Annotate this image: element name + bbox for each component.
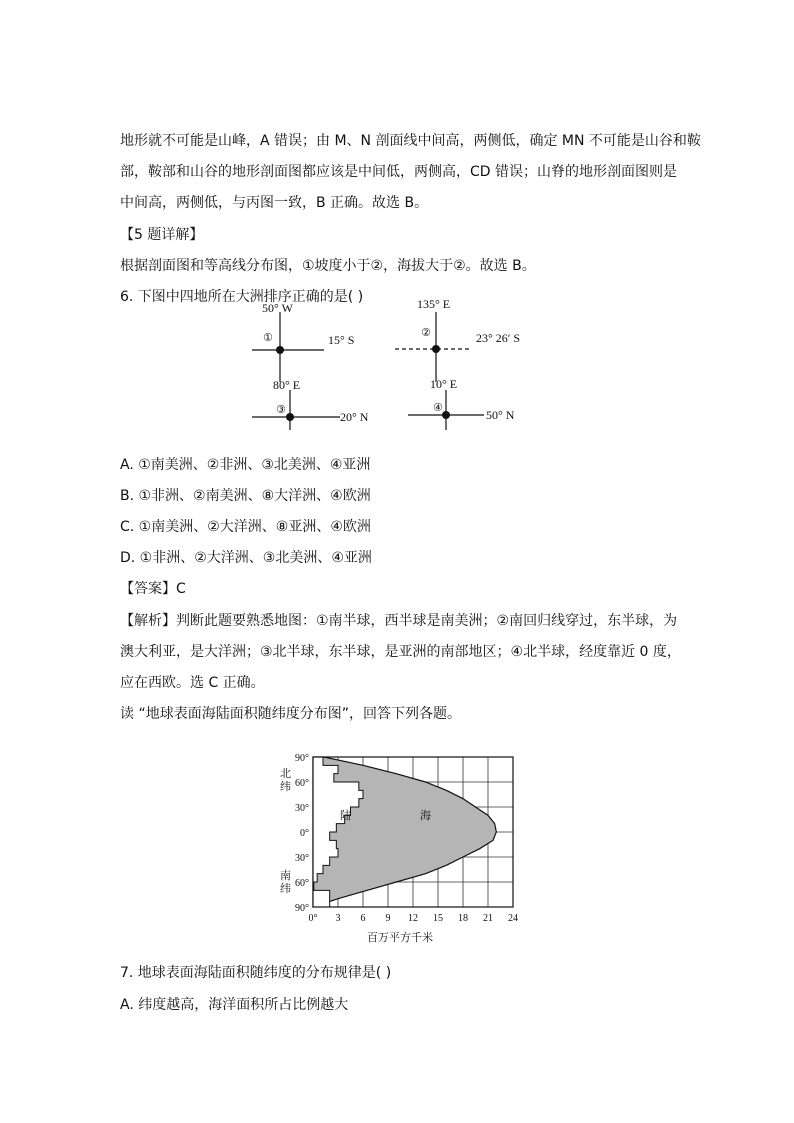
- coord-point-1: [252, 301, 354, 382]
- latitude-label: 23° 26′ S: [476, 331, 521, 345]
- point-mark: ①: [263, 331, 273, 344]
- sea-area: [313, 757, 496, 907]
- longitude-label: 50° W: [262, 301, 293, 315]
- longitude-label: 10° E: [430, 377, 458, 391]
- x-tick-label: 24: [508, 913, 518, 924]
- text-line: 根据剖面图和等高线分布图，①坡度小于②，海拔大于②。故选 B。: [120, 258, 536, 274]
- text-line: 中间高，两侧低，与丙图一致，B 正确。故选 B。: [120, 195, 429, 211]
- analysis-line: 应在西欧。选 C 正确。: [120, 675, 265, 691]
- y-axis-ticks: [295, 753, 309, 914]
- x-tick-label: 6: [360, 913, 366, 924]
- analysis-line: 澳大利亚，是大洋洲；③北半球，东半球，是亚洲的南部地区；④北半球，经度靠近 0 度，: [120, 644, 681, 660]
- south-label: 南纬: [280, 869, 291, 895]
- option-a: A. 纬度越高，海洋面积所占比例越大: [120, 997, 349, 1013]
- section-heading: 【5 题详解】: [120, 227, 204, 243]
- option-a: A. ①南美洲、②非洲、③北美洲、④亚洲: [120, 457, 371, 473]
- question-6: 6. 下图中四地所在大洲排序正确的是( ): [120, 289, 364, 305]
- north-label: 北纬: [280, 767, 291, 793]
- x-tick-label: 3: [335, 913, 341, 924]
- answer: 【答案】C: [120, 581, 186, 597]
- option-b: B. ①非洲、②南美洲、⑧大洋洲、④欧洲: [120, 488, 371, 504]
- point-mark: ④: [433, 401, 443, 414]
- land-label: 陆: [340, 809, 351, 822]
- y-tick-label: 30°: [295, 853, 309, 864]
- y-tick-label: 0°: [300, 828, 309, 839]
- coord-point-4: [408, 377, 515, 430]
- x-axis-title: 百万平方千米: [367, 931, 433, 944]
- sea-label: 海: [420, 809, 431, 822]
- coord-point-3: [252, 378, 369, 430]
- text-line: 部，鞍部和山谷的地形剖面图都应该是中间低，两侧高，CD 错误；山脊的地形剖面图则是: [120, 164, 678, 180]
- analysis-line: 【解析】判断此题要熟悉地图：①南半球，西半球是南美洲；②南回归线穿过，东半球，为: [120, 613, 678, 629]
- x-tick-label: 9: [385, 913, 391, 924]
- option-c: C. ①南美洲、②大洋洲、⑧亚洲、④欧洲: [120, 519, 371, 535]
- text-line: 地形就不可能是山峰，A 错误；由 M、N 剖面线中间高，两侧低，确定 MN 不可能是山谷和鞍: [120, 133, 701, 149]
- y-tick-label: 90°: [295, 903, 309, 914]
- x-tick-label: 0°: [308, 913, 318, 924]
- y-tick-label: 60°: [295, 778, 309, 789]
- longitude-label: 135° E: [417, 297, 451, 311]
- y-tick-label: 30°: [295, 803, 309, 814]
- coordinate-figure: [240, 290, 560, 430]
- y-tick-label: 60°: [295, 878, 309, 889]
- x-tick-label: 18: [458, 913, 468, 924]
- point-mark: ③: [276, 403, 286, 416]
- longitude-label: 80° E: [273, 378, 301, 392]
- coord-point-2: [395, 297, 520, 382]
- point-mark: ②: [421, 326, 431, 339]
- y-tick-label: 90°: [295, 753, 309, 764]
- option-d: D. ①非洲、②大洋洲、③北美洲、④亚洲: [120, 550, 372, 566]
- x-axis-ticks: [309, 913, 519, 924]
- reading-prompt: 读 “地球表面海陆面积随纬度分布图”，回答下列各题。: [120, 706, 461, 722]
- latitude-label: 20° N: [340, 410, 369, 424]
- x-tick-label: 15: [433, 913, 443, 924]
- question-7: 7. 地球表面海陆面积随纬度的分布规律是( ): [120, 965, 392, 981]
- latitude-label: 15° S: [328, 333, 355, 347]
- latitude-label: 50° N: [486, 408, 515, 422]
- land-sea-chart: [270, 745, 530, 950]
- x-tick-label: 12: [408, 913, 418, 924]
- x-tick-label: 21: [483, 913, 493, 924]
